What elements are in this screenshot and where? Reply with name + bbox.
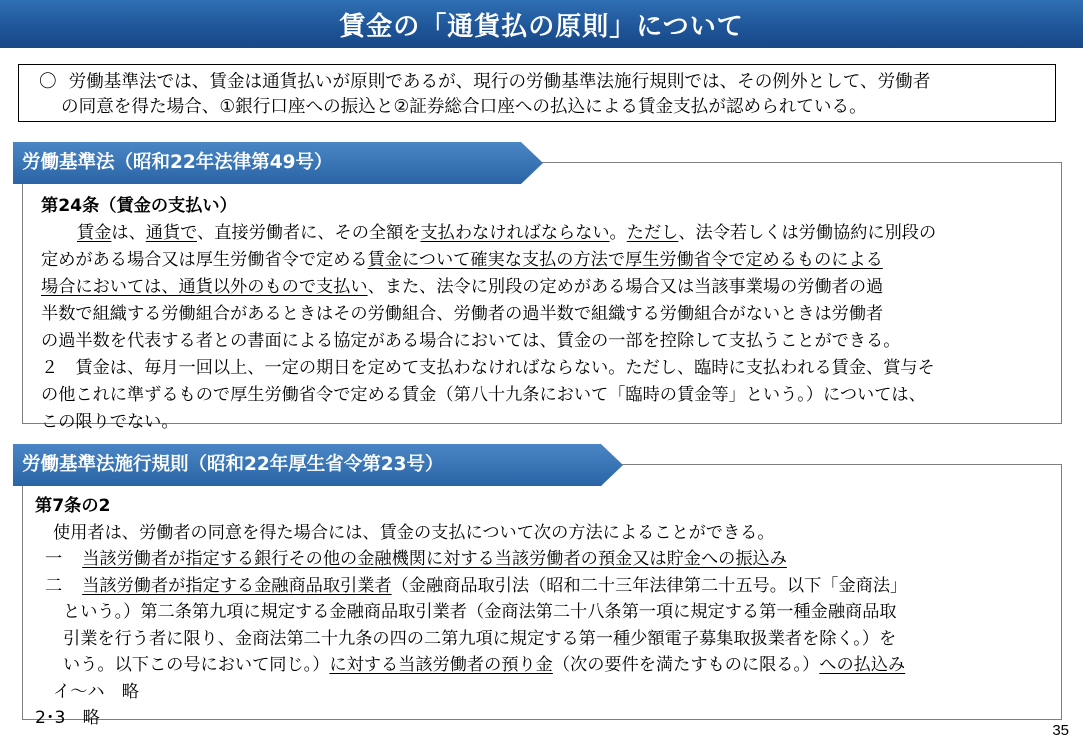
enforcement-regulations-banner-label: 労働基準法施行規則（昭和22年厚生省令第23号） — [22, 454, 444, 475]
article-24-line-2: 定めがある場合又は厚生労働省令で定める賃金について確実な支払の方法で厚生労働省令で定めるものによる — [41, 250, 883, 270]
article-7-2-item-2-line-2: という。）第二条第九項に規定する金融商品取引業者（金商法第二十八条第一項に規定する第一種金融商品取 — [63, 602, 897, 622]
article-24-para-2-line-1: ２ 賃金は、毎月一回以上、一定の期日を定めて支払わなければならない。ただし、臨時に支払われる賃金、賞与そ — [41, 358, 935, 378]
article-24-line-4: 半数で組織する労働組合があるときはその労働組合、労働者の過半数で組織する労働組合がないときは労働者 — [41, 304, 884, 324]
summary-line-2: の同意を得た場合、①銀行口座への振込と②証券総合口座への払込による賃金支払が認められている。 — [61, 97, 867, 117]
article-7-2-sub-items: イ～ハ 略 — [53, 681, 139, 702]
article-7-2-title: 第7条の2 — [35, 496, 111, 516]
enforcement-regulations-box — [22, 464, 1062, 728]
article-7-2-item-1: 一 当該労働者が指定する銀行その他の金融機関に対する当該労働者の預金又は貯金への振込み — [45, 549, 787, 569]
enforcement-regulations-banner — [13, 444, 623, 486]
article-24-line-5: の過半数を代表する者との書面による協定がある場合においては、賃金の一部を控除して支払うことができる。 — [41, 331, 901, 351]
circle-bullet-icon: 〇 — [39, 72, 57, 92]
summary-box — [18, 64, 1056, 122]
labor-standards-act-box — [22, 162, 1062, 432]
article-7-2-item-2-line-4: いう。以下この号において同じ。）に対する当該労働者の預り金（次の要件を満たすものに限る。）への払込み — [63, 655, 906, 675]
article-7-2-paragraphs: 2･3 略 — [35, 708, 100, 728]
article-24-title: 第24条（賃金の支払い） — [41, 196, 237, 216]
article-7-2-item-2-line-3: 引業を行う者に限り、金商法第二十九条の四の二第九項に規定する第一種少額電子募集取扱業者を除く。）を — [63, 628, 897, 649]
article-7-2-line-1: 使用者は、労働者の同意を得た場合には、賃金の支払について次の方法によることができる。 — [53, 522, 775, 543]
article-24-para-2-line-2: の他これに準ずるもので厚生労働省令で定める賃金（第八十九条において「臨時の賃金等」という。）については、 — [41, 385, 926, 405]
article-24-line-3: 場合においては、通貨以外のもので支払い、また、法令に別段の定めがある場合又は当該事業場の労働者の過 — [41, 277, 884, 297]
labor-standards-act-banner-label: 労働基準法（昭和22年法律第49号） — [22, 152, 333, 173]
page-title-bar — [0, 0, 1083, 48]
page-title: 賃金の「通貨払の原則」について — [339, 11, 744, 42]
page-number: 35 — [1052, 722, 1069, 739]
article-7-2-item-2-line-1: 二 当該労働者が指定する金融商品取引業者（金融商品取引法（昭和二十三年法律第二十五号。以下「金商法」 — [45, 575, 908, 596]
summary-line-1: 〇 労働基準法では、賃金は通貨払いが原則であるが、現行の労働基準法施行規則では、その例外として、労働者 — [39, 72, 931, 92]
labor-standards-act-banner — [13, 142, 543, 184]
article-24-line-1: 賃金は、通貨で、直接労働者に、その全額を支払わなければならない。ただし、法令若しくは労働協約に別段の — [77, 223, 937, 243]
article-24-para-2-line-3: この限りでない。 — [41, 412, 179, 432]
